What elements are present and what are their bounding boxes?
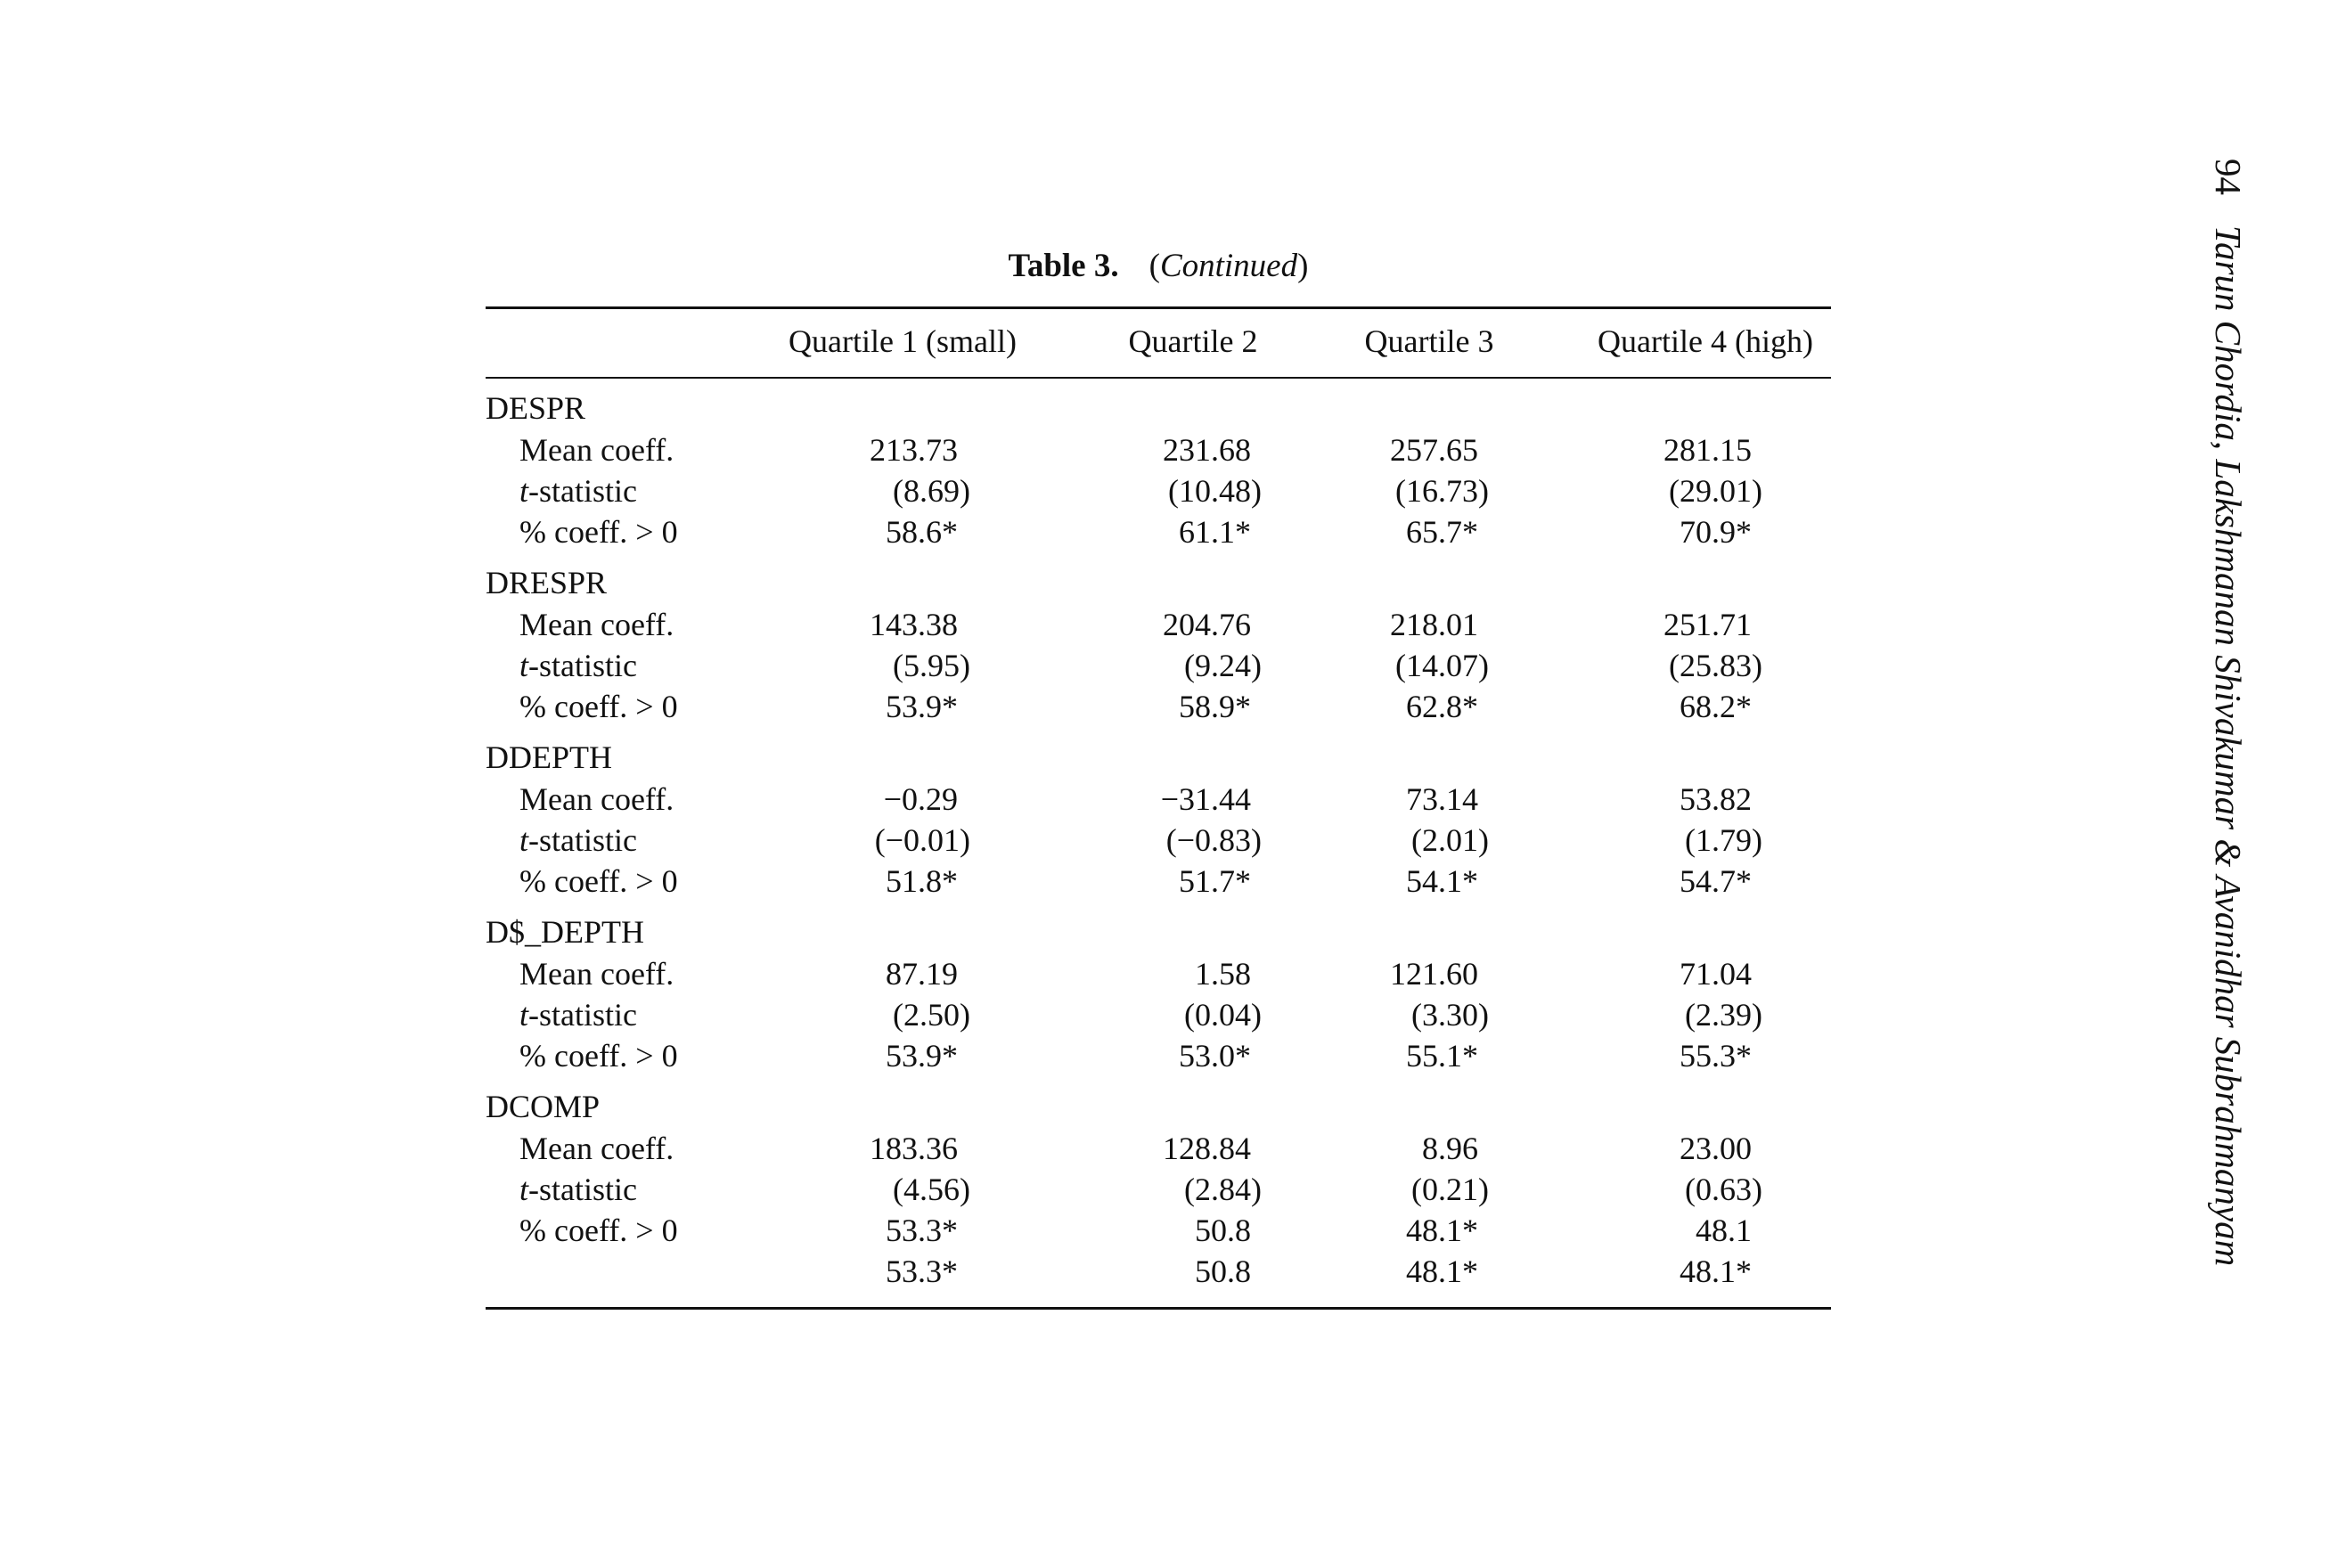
table-cell: 51.8* [886,863,958,899]
row-label-pct-coeff: % coeff. > 0 [519,863,678,899]
row-label-t-statistic [519,995,637,1034]
table-cell: 251.71 [1663,607,1752,642]
t-rest: -statistic [528,473,637,509]
column-header-quartile-4: Quartile 4 (high) [1598,323,1813,359]
table-cell: 257.65 [1390,432,1478,468]
table-cell: 128.84 [1163,1131,1251,1166]
table-cell: 281.15 [1663,432,1752,468]
table-cell: 51.7* [1179,863,1251,899]
group-label: DCOMP [486,1089,601,1124]
row-label-t-statistic [519,1170,637,1209]
table-cell: 55.1* [1406,1038,1478,1074]
table-cell: (2.39) [1685,997,1762,1033]
t-italic: t [519,997,529,1033]
t-rest: -statistic [528,822,637,858]
row-label-mean-coeff: Mean coeff. [519,781,674,817]
table-cell: 71.04 [1680,956,1752,992]
table-row [0,995,2346,1034]
continued-text: Continued [1159,248,1298,284]
table-cell: (5.95) [893,648,970,683]
row-label-mean-coeff: Mean coeff. [519,956,674,992]
table-cell: 53.3* [886,1213,958,1248]
table-label: Table 3. [1008,248,1119,284]
t-rest: -statistic [528,997,637,1033]
table-cell: (8.69) [893,473,970,509]
table-cell: 73.14 [1406,781,1478,817]
table-cell: 218.01 [1390,607,1478,642]
t-rest: -statistic [528,648,637,683]
table-cell: 53.3* [886,1254,958,1289]
page-number: 94 [2208,159,2249,195]
table-cell: 53.9* [886,1038,958,1074]
table-row [0,1211,2346,1250]
group-heading-row [0,388,2346,428]
group-label: DRESPR [486,565,608,600]
row-label-mean-coeff: Mean coeff. [519,1131,674,1166]
group-heading-row [0,738,2346,777]
table-cell: −31.44 [1160,781,1251,817]
table-cell: 48.1* [1406,1213,1478,1248]
running-head-authors: Tarun Chordia, Lakshmanan Shivakumar & Avanidhar Subrahmanyam [2208,225,2249,1267]
row-label-mean-coeff: Mean coeff. [519,607,674,642]
row-label-pct-coeff: % coeff. > 0 [519,1213,678,1248]
table-cell: (1.79) [1685,822,1762,858]
table-cell: 53.0* [1179,1038,1251,1074]
table-cell: 48.1* [1680,1254,1752,1289]
table-cell: 143.38 [870,607,958,642]
t-italic: t [519,822,529,858]
table-cell: 61.1* [1179,514,1251,550]
table-cell: (4.56) [893,1172,970,1207]
table-cell: 53.82 [1680,781,1752,817]
table-row [0,512,2346,551]
table-cell: (3.30) [1411,997,1489,1033]
table-cell: 48.1 [1696,1213,1752,1248]
table-cell: (10.48) [1168,473,1262,509]
table-cell: 231.68 [1163,432,1251,468]
table-cell: 121.60 [1390,956,1478,992]
table-cell: (16.73) [1395,473,1489,509]
table-row [0,862,2346,901]
group-heading-row [0,1087,2346,1126]
column-header-quartile-2: Quartile 2 [1128,323,1258,359]
table-cell: 53.9* [886,689,958,724]
table-cell: 68.2* [1680,689,1752,724]
row-label-t-statistic [519,646,637,685]
table-row [0,430,2346,470]
table-cell: 23.00 [1680,1131,1752,1166]
table-bottom-rule [486,1307,1831,1310]
table-continued-note: (Continued) [1148,248,1309,284]
table-cell: 62.8* [1406,689,1478,724]
t-rest: -statistic [528,1172,637,1207]
group-label: DESPR [486,390,586,426]
table-cell: (14.07) [1395,648,1489,683]
table-cell: 70.9* [1680,514,1752,550]
column-header-quartile-1: Quartile 1 (small) [789,323,1017,359]
column-header-quartile-3: Quartile 3 [1364,323,1494,359]
table-cell: 58.9* [1179,689,1251,724]
table-caption [486,247,1831,286]
table-cell: (0.04) [1184,997,1262,1033]
table-cell: 204.76 [1163,607,1251,642]
table-cell: 48.1* [1406,1254,1478,1289]
table-cell: −0.29 [883,781,958,817]
group-heading-row [0,563,2346,602]
table-row [0,646,2346,685]
table-cell: (2.84) [1184,1172,1262,1207]
table-row [0,687,2346,726]
table-cell: 8.96 [1422,1131,1478,1166]
row-label-pct-coeff: % coeff. > 0 [519,514,678,550]
row-label-t-statistic [519,471,637,510]
table-cell: 87.19 [886,956,958,992]
table-cell: 54.7* [1680,863,1752,899]
row-label-mean-coeff: Mean coeff. [519,432,674,468]
table-cell: 1.58 [1195,956,1251,992]
table-row [0,1036,2346,1075]
table-row [0,471,2346,510]
table-row [0,821,2346,860]
table-top-rule [486,306,1831,309]
table-row [0,780,2346,819]
table-row [0,954,2346,993]
t-italic: t [519,473,529,509]
table-row [0,1252,2346,1291]
table-cell: (9.24) [1184,648,1262,683]
table-cell: (25.83) [1669,648,1762,683]
table-row [0,1129,2346,1168]
table-cell: 58.6* [886,514,958,550]
table-cell: (−0.01) [874,822,970,858]
table-cell: 55.3* [1680,1038,1752,1074]
table-cell: 65.7* [1406,514,1478,550]
table-cell: 183.36 [870,1131,958,1166]
group-label: DDEPTH [486,739,612,775]
table-cell: (0.63) [1685,1172,1762,1207]
table-header-rule [486,377,1831,379]
table-cell: 213.73 [870,432,958,468]
t-italic: t [519,1172,529,1207]
table-cell: 50.8 [1195,1254,1251,1289]
table-cell: (29.01) [1669,473,1762,509]
table-cell: (−0.83) [1165,822,1262,858]
table-row [0,1170,2346,1209]
table-cell: (2.01) [1411,822,1489,858]
group-heading-row [0,912,2346,951]
table-cell: 50.8 [1195,1213,1251,1248]
table-row [0,605,2346,644]
row-label-pct-coeff: % coeff. > 0 [519,1038,678,1074]
row-label-t-statistic [519,821,637,860]
t-italic: t [519,648,529,683]
table-cell: (2.50) [893,997,970,1033]
table-cell: 54.1* [1406,863,1478,899]
row-label-pct-coeff: % coeff. > 0 [519,689,678,724]
group-label: D$_DEPTH [486,914,644,950]
table-cell: (0.21) [1411,1172,1489,1207]
